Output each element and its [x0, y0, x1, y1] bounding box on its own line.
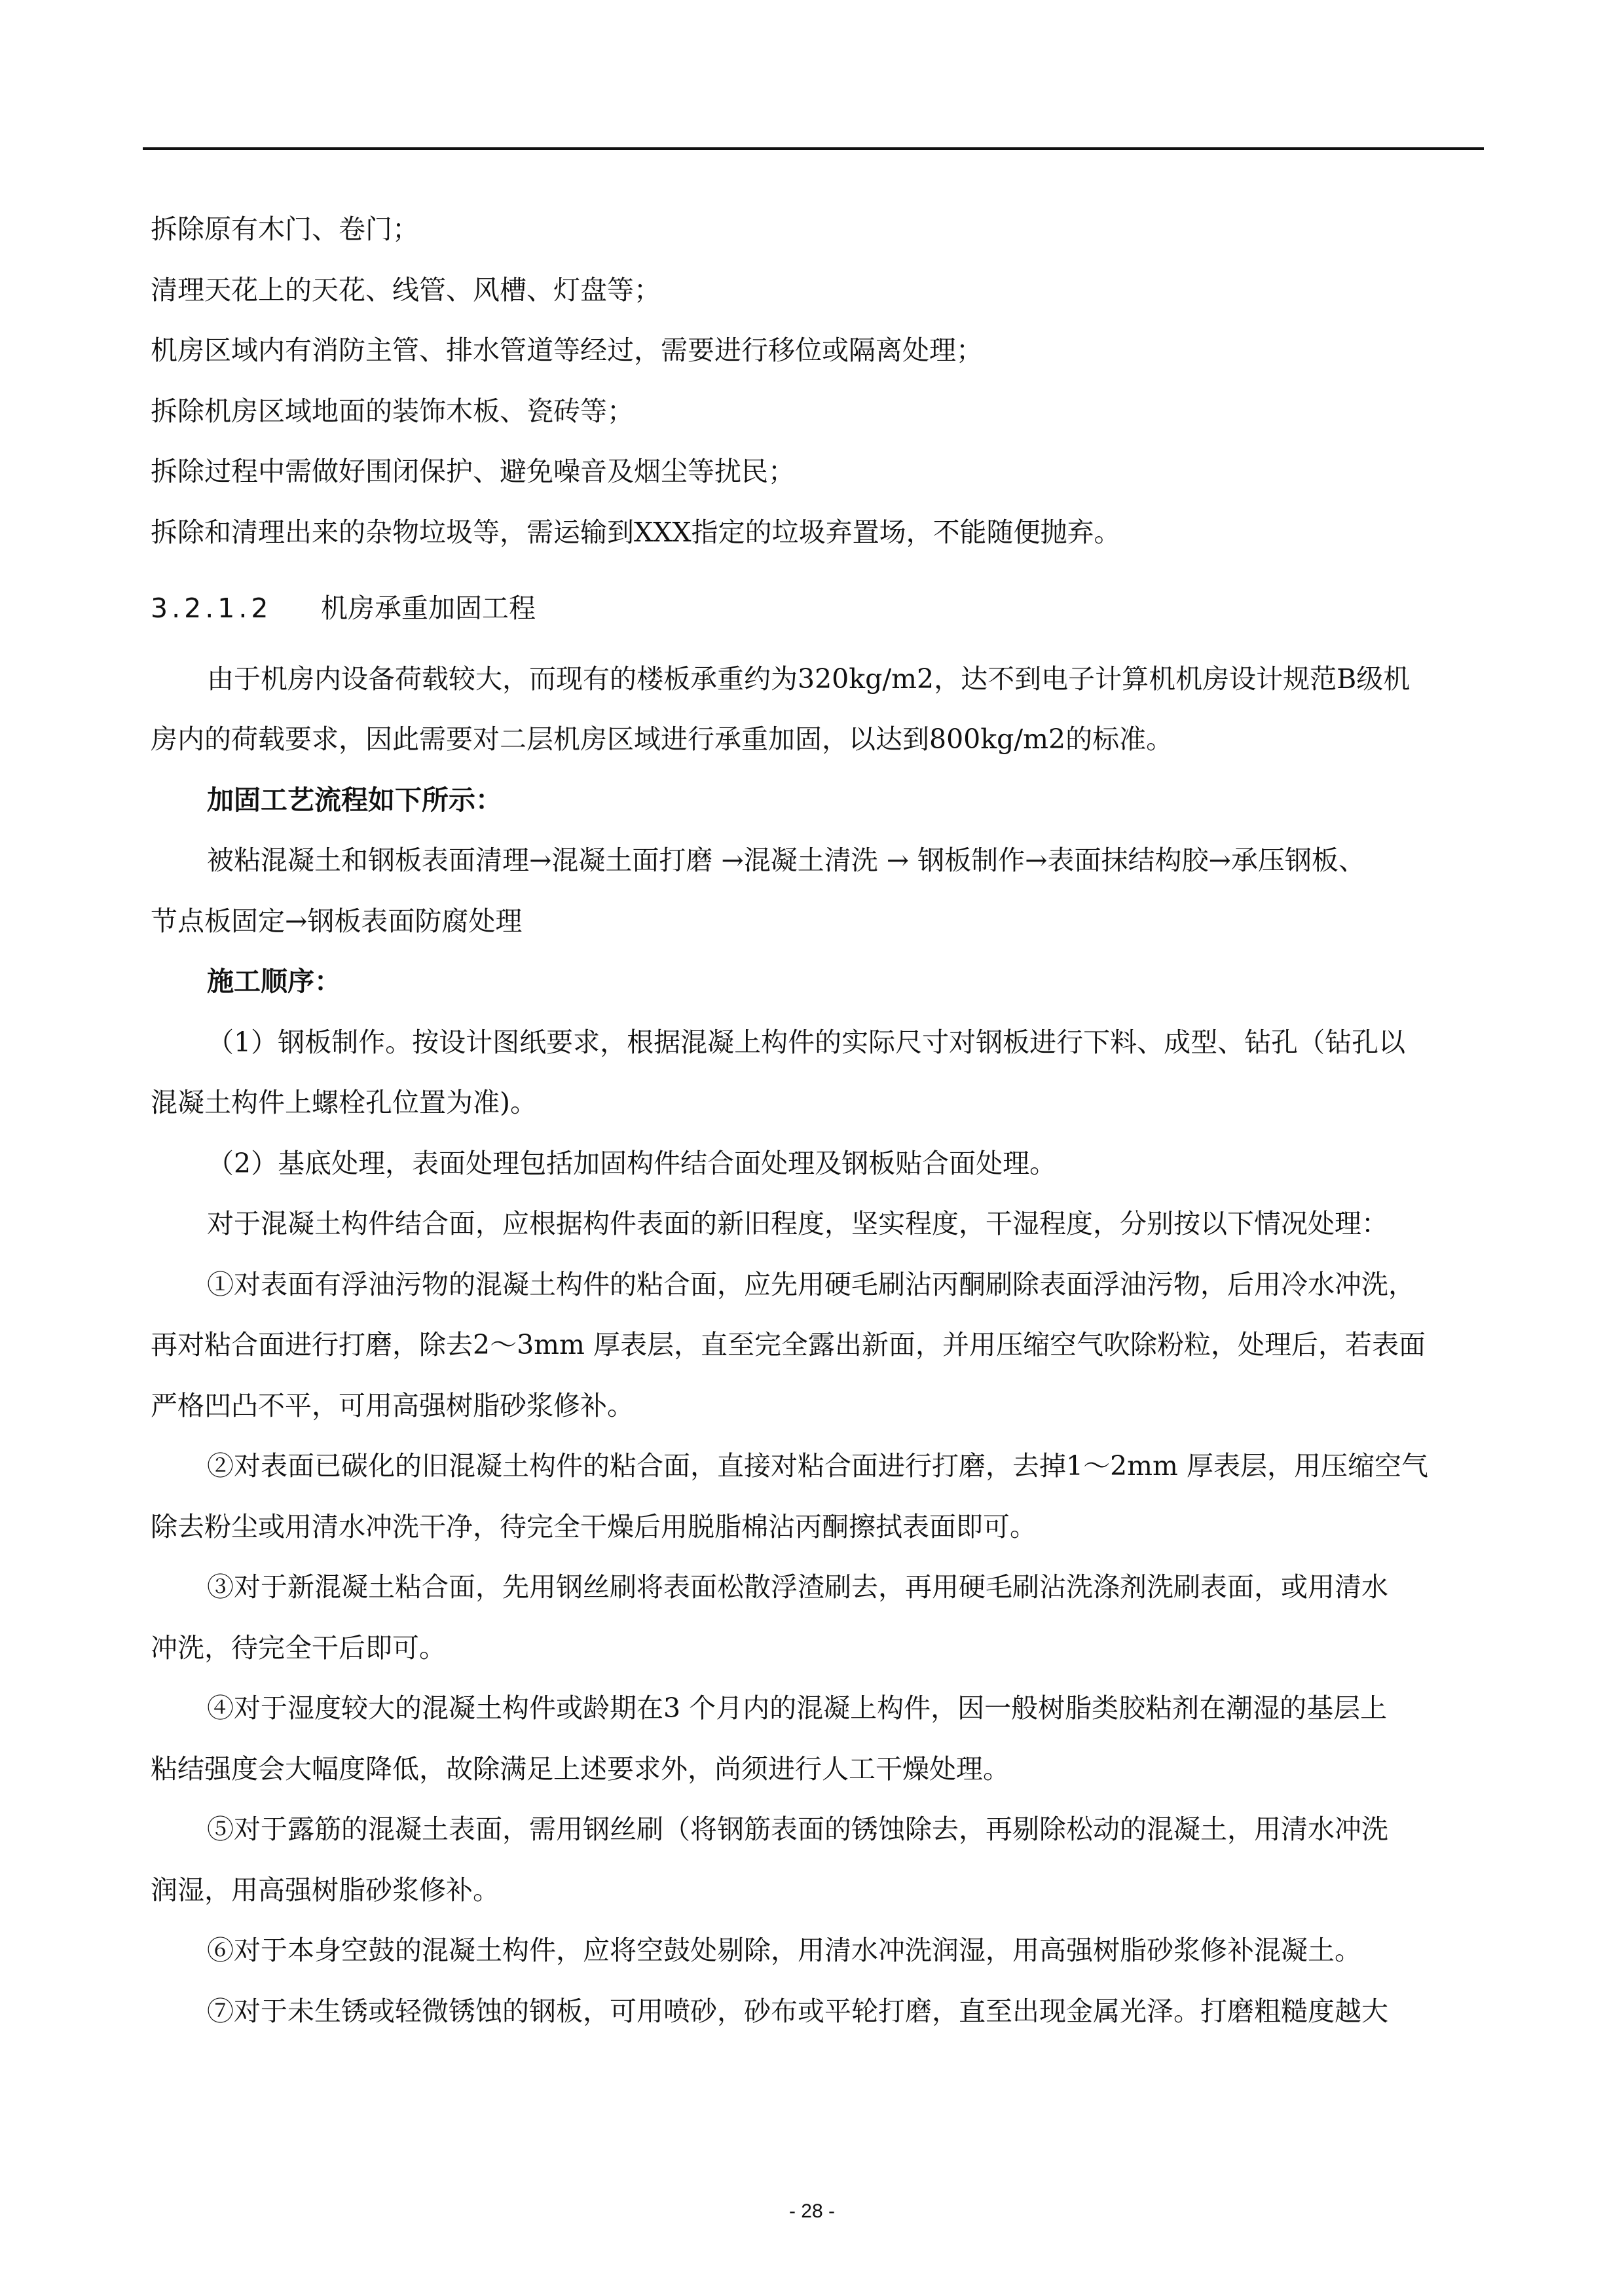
section-heading [151, 589, 536, 628]
step-line: 再对粘合面进行打磨，除去2～3mm 厚表层，直至完全露出新面，并用压缩空气吹除粉粒，处理后，若表面 [151, 1329, 1426, 1360]
body-line: 清理天花上的天花、线管、风槽、灯盘等； [151, 274, 661, 306]
order-heading: 施工顺序： [207, 966, 341, 997]
step-line: ③对于新混凝土粘合面，先用钢丝刷将表面松散浮渣刷去，再用硬毛刷沾洗涤剂洗刷表面，或用清水 [207, 1571, 1388, 1603]
step-line: ④对于湿度较大的混凝土构件或龄期在3 个月内的混凝上构件，因一般树脂类胶粘剂在潮湿的基层上 [207, 1692, 1388, 1724]
process-heading: 加固工艺流程如下所示： [207, 784, 502, 816]
section-title: 机房承重加固工程 [321, 592, 536, 624]
step-line: ⑥对于本身空鼓的混凝土构件，应将空鼓处剔除，用清水冲洗润湿，用高强树脂砂浆修补混凝土。 [207, 1935, 1361, 1966]
step-line: ⑤对于露筋的混凝土表面，需用钢丝刷（将钢筋表面的锈蚀除去，再剔除松动的混凝土，用清水冲洗 [207, 1813, 1388, 1845]
step-line: 粘结强度会大幅度降低，故除满足上述要求外，尚须进行人工干燥处理。 [151, 1753, 1010, 1785]
body-line: 由于机房内设备荷载较大，而现有的楼板承重约为320kg/m2，达不到电子计算机机房设计规范B级机 [207, 663, 1411, 695]
process-line: 被粘混凝土和钢板表面清理→混凝土面打磨 →混凝土清洗 → 钢板制作→表面抹结构胶→承压钢板、 [207, 845, 1365, 876]
step-line: 对于混凝土构件结合面，应根据构件表面的新旧程度，坚实程度，干湿程度，分别按以下情况处理： [207, 1208, 1388, 1239]
step-line: 严格凹凸不平，可用高强树脂砂浆修补。 [151, 1390, 634, 1421]
step-line: （2）基底处理，表面处理包括加固构件结合面处理及钢板贴合面处理。 [207, 1148, 1057, 1179]
step-line: ①对表面有浮油污物的混凝土构件的粘合面，应先用硬毛刷沾丙酮刷除表面浮油污物，后用冷水冲洗， [207, 1269, 1415, 1300]
step-line: 除去粉尘或用清水冲洗干净，待完全干燥后用脱脂棉沾丙酮擦拭表面即可。 [151, 1511, 1037, 1542]
section-number: 3.2.1.2 [151, 592, 272, 624]
page-number: - 28 - [788, 2200, 836, 2222]
header-rule [143, 147, 1484, 150]
step-line: ②对表面已碳化的旧混凝土构件的粘合面，直接对粘合面进行打磨，去掉1～2mm 厚表层，用压缩空气 [207, 1450, 1428, 1482]
process-line: 节点板固定→钢板表面防腐处理 [151, 905, 523, 937]
step-line: 润湿，用高强树脂砂浆修补。 [151, 1874, 500, 1906]
step-line: 冲洗，待完全干后即可。 [151, 1632, 446, 1664]
body-line: 拆除过程中需做好围闭保护、避免噪音及烟尘等扰民； [151, 456, 795, 487]
step-line: 混凝土构件上螺栓孔位置为准)。 [151, 1087, 537, 1118]
step-line: ⑦对于未生锈或轻微锈蚀的钢板，可用喷砂，砂布或平轮打磨，直至出现金属光泽。打磨粗糙度越大 [207, 1995, 1388, 2027]
body-line: 拆除和清理出来的杂物垃圾等，需运输到XXX指定的垃圾弃置场，不能随便抛弃。 [151, 517, 1121, 548]
body-line: 房内的荷载要求，因此需要对二层机房区域进行承重加固，以达到800kg/m2的标准。 [151, 723, 1173, 755]
body-line: 拆除机房区域地面的装饰木板、瓷砖等； [151, 395, 634, 427]
body-line: 机房区域内有消防主管、排水管道等经过，需要进行移位或隔离处理； [151, 335, 983, 366]
step-line: （1）钢板制作。按设计图纸要求，根据混凝上构件的实际尺寸对钢板进行下料、成型、钻孔（钻孔以 [207, 1027, 1406, 1058]
body-line: 拆除原有木门、卷门； [151, 213, 419, 245]
